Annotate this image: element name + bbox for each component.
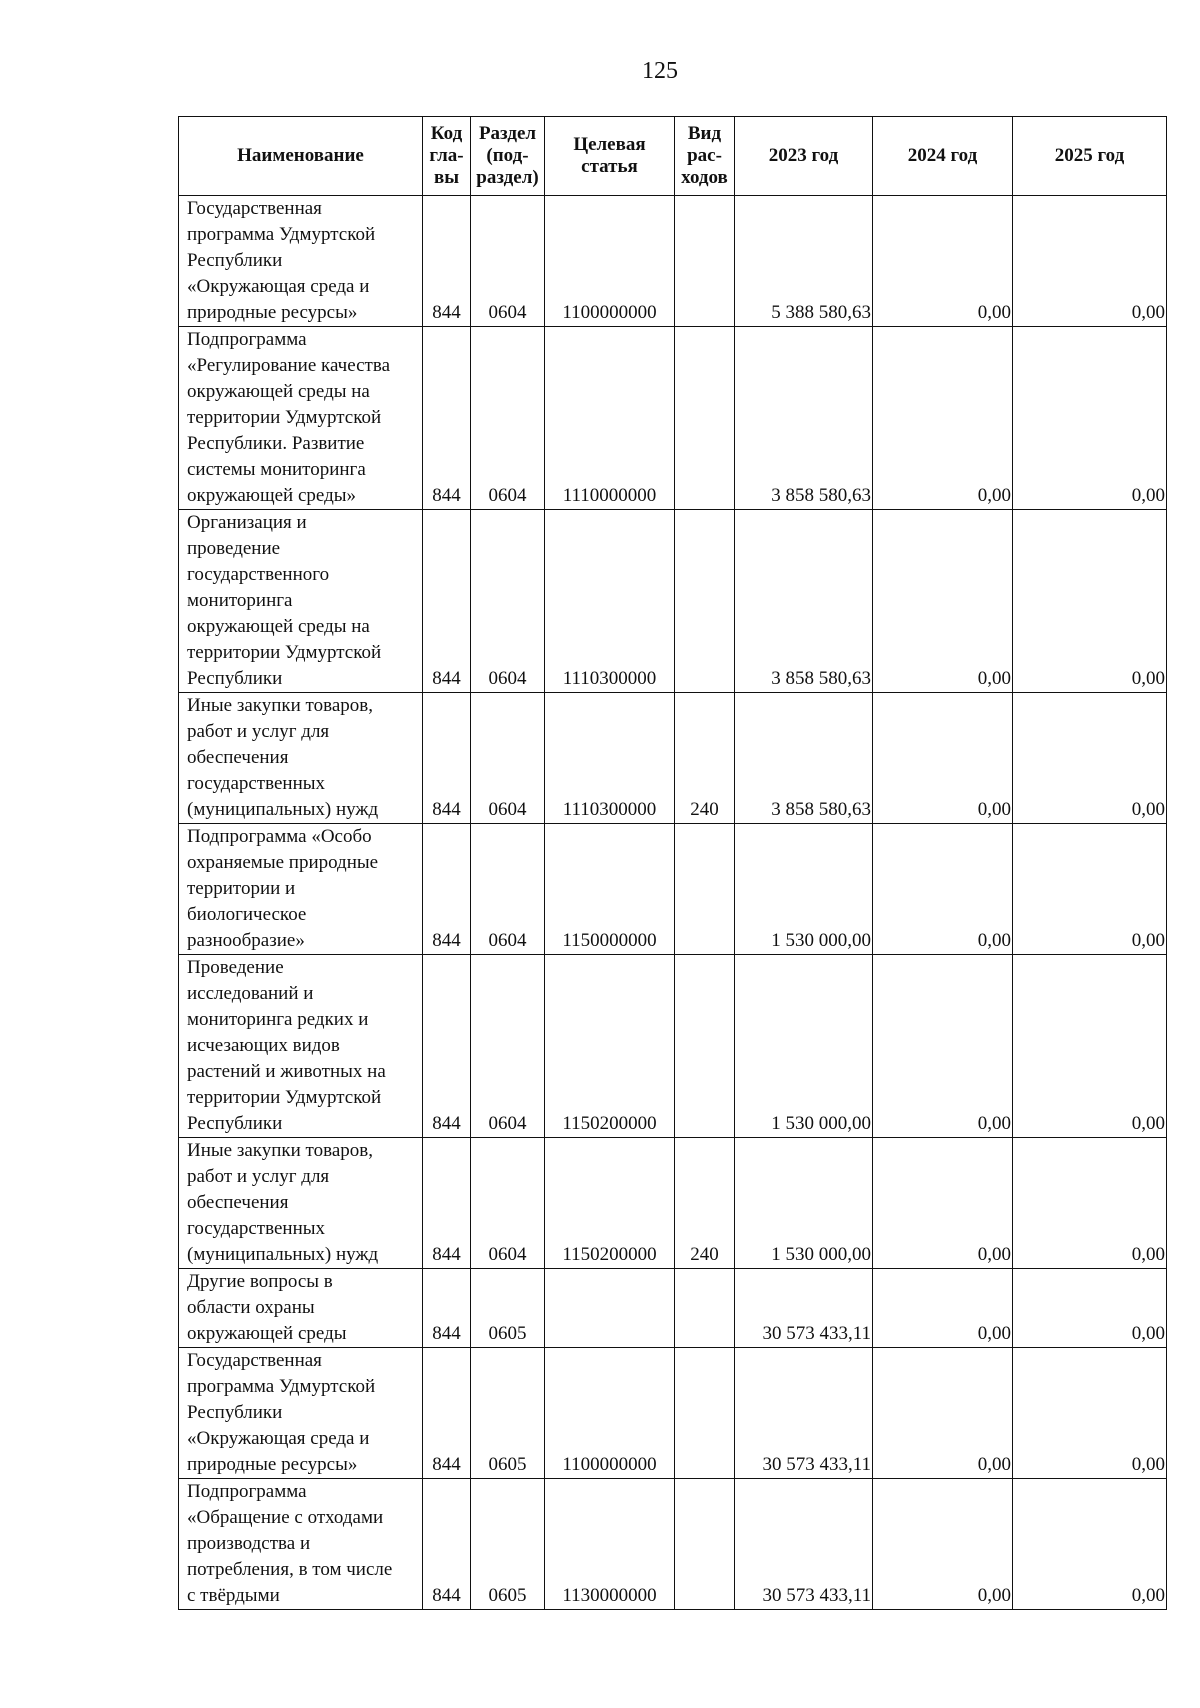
row-section: 0604 bbox=[471, 693, 545, 824]
row-type: 240 bbox=[675, 693, 735, 824]
row-target: 1100000000 bbox=[545, 196, 675, 327]
header-name: Наименование bbox=[179, 117, 423, 196]
row-2025: 0,00 bbox=[1013, 1479, 1167, 1610]
row-name: Проведение исследований и мониторинга редких и исчезающих видов растений и животных на территории Удмуртской Республики bbox=[179, 955, 423, 1138]
row-section: 0604 bbox=[471, 1138, 545, 1269]
header-target: Целевая статья bbox=[545, 117, 675, 196]
row-target: 1150200000 bbox=[545, 955, 675, 1138]
row-2025: 0,00 bbox=[1013, 510, 1167, 693]
table-row bbox=[179, 824, 1167, 955]
row-target: 1100000000 bbox=[545, 1348, 675, 1479]
row-type: 240 bbox=[675, 1138, 735, 1269]
row-name: Организация и проведение государственного мониторинга окружающей среды на территории Удмуртской Республики bbox=[179, 510, 423, 693]
header-code: Код гла- вы bbox=[423, 117, 471, 196]
row-target: 1150000000 bbox=[545, 824, 675, 955]
row-code: 844 bbox=[423, 1269, 471, 1348]
row-2025: 0,00 bbox=[1013, 1269, 1167, 1348]
row-2024: 0,00 bbox=[873, 1269, 1013, 1348]
row-section: 0604 bbox=[471, 510, 545, 693]
row-2025: 0,00 bbox=[1013, 824, 1167, 955]
row-type bbox=[675, 1269, 735, 1348]
header-type: Вид рас- ходов bbox=[675, 117, 735, 196]
row-target: 1110300000 bbox=[545, 693, 675, 824]
table-row bbox=[179, 1269, 1167, 1348]
row-target: 1150200000 bbox=[545, 1138, 675, 1269]
row-code: 844 bbox=[423, 955, 471, 1138]
row-name: Государственная программа Удмуртской Республики «Окружающая среда и природные ресурсы» bbox=[179, 196, 423, 327]
row-2024: 0,00 bbox=[873, 824, 1013, 955]
row-2025: 0,00 bbox=[1013, 196, 1167, 327]
row-2023: 5 388 580,63 bbox=[735, 196, 873, 327]
row-2024: 0,00 bbox=[873, 1138, 1013, 1269]
row-section: 0604 bbox=[471, 955, 545, 1138]
budget-table bbox=[178, 116, 1167, 1610]
row-code: 844 bbox=[423, 510, 471, 693]
row-2024: 0,00 bbox=[873, 327, 1013, 510]
table-row bbox=[179, 1348, 1167, 1479]
row-name: Иные закупки товаров, работ и услуг для обеспечения государственных (муниципальных) нужд bbox=[179, 693, 423, 824]
header-row bbox=[179, 117, 1167, 196]
row-2025: 0,00 bbox=[1013, 327, 1167, 510]
row-2023: 30 573 433,11 bbox=[735, 1479, 873, 1610]
row-name: Государственная программа Удмуртской Республики «Окружающая среда и природные ресурсы» bbox=[179, 1348, 423, 1479]
row-2025: 0,00 bbox=[1013, 1138, 1167, 1269]
row-2023: 1 530 000,00 bbox=[735, 1138, 873, 1269]
header-2023: 2023 год bbox=[735, 117, 873, 196]
row-2024: 0,00 bbox=[873, 196, 1013, 327]
row-type bbox=[675, 196, 735, 327]
row-2023: 3 858 580,63 bbox=[735, 510, 873, 693]
row-2024: 0,00 bbox=[873, 510, 1013, 693]
row-2024: 0,00 bbox=[873, 955, 1013, 1138]
row-code: 844 bbox=[423, 693, 471, 824]
table-row bbox=[179, 1479, 1167, 1610]
row-2024: 0,00 bbox=[873, 1348, 1013, 1479]
row-type bbox=[675, 1348, 735, 1479]
row-2023: 3 858 580,63 bbox=[735, 327, 873, 510]
row-section: 0604 bbox=[471, 327, 545, 510]
row-2024: 0,00 bbox=[873, 1479, 1013, 1610]
row-2025: 0,00 bbox=[1013, 693, 1167, 824]
row-2024: 0,00 bbox=[873, 693, 1013, 824]
row-type bbox=[675, 510, 735, 693]
table-row bbox=[179, 510, 1167, 693]
row-target: 1130000000 bbox=[545, 1479, 675, 1610]
row-code: 844 bbox=[423, 824, 471, 955]
row-section: 0604 bbox=[471, 824, 545, 955]
header-section: Раздел (под- раздел) bbox=[471, 117, 545, 196]
row-name: Подпрограмма «Обращение с отходами производства и потребления, в том числе с твёрдыми bbox=[179, 1479, 423, 1610]
row-code: 844 bbox=[423, 1138, 471, 1269]
row-target bbox=[545, 1269, 675, 1348]
table-row bbox=[179, 955, 1167, 1138]
row-name: Иные закупки товаров, работ и услуг для обеспечения государственных (муниципальных) нужд bbox=[179, 1138, 423, 1269]
row-code: 844 bbox=[423, 196, 471, 327]
row-section: 0605 bbox=[471, 1269, 545, 1348]
row-type bbox=[675, 955, 735, 1138]
row-2025: 0,00 bbox=[1013, 1348, 1167, 1479]
row-name: Другие вопросы в области охраны окружающей среды bbox=[179, 1269, 423, 1348]
row-type bbox=[675, 824, 735, 955]
row-code: 844 bbox=[423, 327, 471, 510]
page-number: 125 bbox=[642, 58, 678, 84]
row-2023: 1 530 000,00 bbox=[735, 824, 873, 955]
table-row bbox=[179, 327, 1167, 510]
row-section: 0605 bbox=[471, 1479, 545, 1610]
row-code: 844 bbox=[423, 1348, 471, 1479]
table-row bbox=[179, 1138, 1167, 1269]
row-type bbox=[675, 327, 735, 510]
row-name: Подпрограмма «Регулирование качества окружающей среды на территории Удмуртской Республики. Развитие системы мониторинга окружающей среды» bbox=[179, 327, 423, 510]
header-2025: 2025 год bbox=[1013, 117, 1167, 196]
row-2023: 1 530 000,00 bbox=[735, 955, 873, 1138]
table-row bbox=[179, 693, 1167, 824]
header-2024: 2024 год bbox=[873, 117, 1013, 196]
row-2023: 30 573 433,11 bbox=[735, 1348, 873, 1479]
row-type bbox=[675, 1479, 735, 1610]
row-section: 0604 bbox=[471, 196, 545, 327]
row-2023: 3 858 580,63 bbox=[735, 693, 873, 824]
row-2023: 30 573 433,11 bbox=[735, 1269, 873, 1348]
row-target: 1110000000 bbox=[545, 327, 675, 510]
table-row bbox=[179, 196, 1167, 327]
row-name: Подпрограмма «Особо охраняемые природные территории и биологическое разнообразие» bbox=[179, 824, 423, 955]
row-section: 0605 bbox=[471, 1348, 545, 1479]
row-target: 1110300000 bbox=[545, 510, 675, 693]
row-code: 844 bbox=[423, 1479, 471, 1610]
row-2025: 0,00 bbox=[1013, 955, 1167, 1138]
